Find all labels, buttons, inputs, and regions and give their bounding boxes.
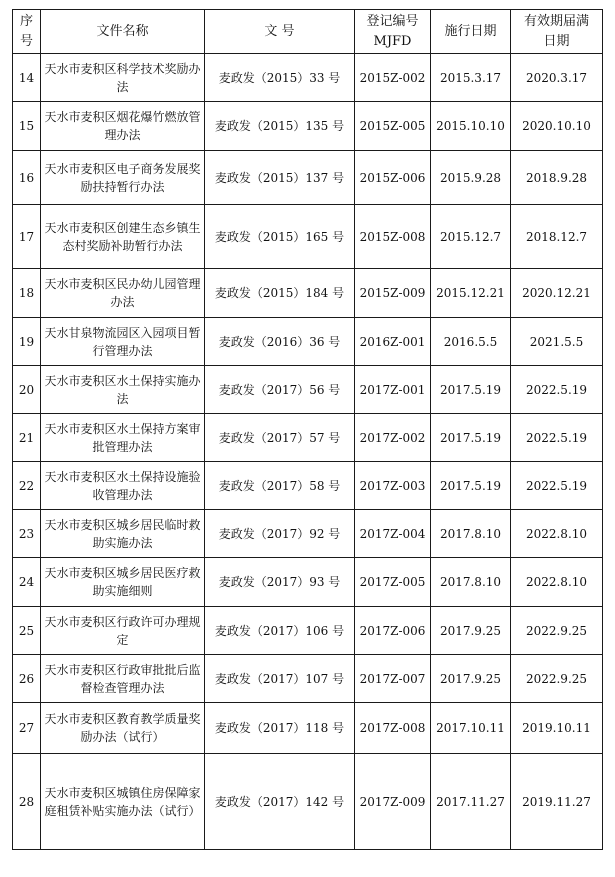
- cell-reg-no: 2017Z-008: [355, 703, 431, 754]
- cell-name: 天水市麦积区创建生态乡镇生态村奖励补助暂行办法: [41, 205, 205, 269]
- table-row: [13, 102, 603, 151]
- cell-reg-no: 2015Z-005: [355, 102, 431, 151]
- cell-reg-no: 2015Z-009: [355, 269, 431, 318]
- cell-name: 天水市麦积区水土保持方案审批管理办法: [41, 414, 205, 462]
- table-row: [13, 205, 603, 269]
- cell-expiry-date: 2022.5.19: [511, 366, 603, 414]
- table-row: [13, 151, 603, 205]
- cell-reg-no: 2017Z-004: [355, 510, 431, 558]
- cell-seq: 20: [13, 366, 41, 414]
- cell-reg-no: 2017Z-001: [355, 366, 431, 414]
- cell-name: 天水市麦积区城镇住房保障家庭租赁补贴实施办法（试行）: [41, 754, 205, 850]
- cell-effective-date: 2015.12.21: [431, 269, 511, 318]
- cell-reg-no: 2017Z-003: [355, 462, 431, 510]
- cell-seq: 26: [13, 655, 41, 703]
- cell-doc-no: 麦政发（2017）107 号: [205, 655, 355, 703]
- cell-expiry-date: 2022.8.10: [511, 510, 603, 558]
- table-row: [13, 318, 603, 366]
- cell-doc-no: 麦政发（2015）137 号: [205, 151, 355, 205]
- cell-reg-no: 2017Z-002: [355, 414, 431, 462]
- header-doc-no: 文 号: [205, 10, 355, 54]
- cell-seq: 14: [13, 54, 41, 102]
- cell-seq: 23: [13, 510, 41, 558]
- cell-effective-date: 2017.9.25: [431, 655, 511, 703]
- cell-seq: 27: [13, 703, 41, 754]
- header-expiry-date: [511, 10, 603, 54]
- cell-effective-date: 2015.3.17: [431, 54, 511, 102]
- cell-doc-no: 麦政发（2017）142 号: [205, 754, 355, 850]
- cell-effective-date: 2017.10.11: [431, 703, 511, 754]
- cell-expiry-date: 2020.12.21: [511, 269, 603, 318]
- cell-seq: 15: [13, 102, 41, 151]
- table-header-row: [13, 10, 603, 54]
- cell-reg-no: 2016Z-001: [355, 318, 431, 366]
- cell-effective-date: 2017.11.27: [431, 754, 511, 850]
- cell-effective-date: 2017.8.10: [431, 510, 511, 558]
- table-row: [13, 462, 603, 510]
- table-row: [13, 414, 603, 462]
- cell-expiry-date: 2019.11.27: [511, 754, 603, 850]
- cell-name: 天水甘泉物流园区入园项目暂行管理办法: [41, 318, 205, 366]
- cell-name: 天水市麦积区城乡居民临时救助实施办法: [41, 510, 205, 558]
- cell-expiry-date: 2022.5.19: [511, 414, 603, 462]
- cell-seq: 22: [13, 462, 41, 510]
- cell-expiry-date: 2022.8.10: [511, 558, 603, 607]
- cell-doc-no: 麦政发（2017）58 号: [205, 462, 355, 510]
- cell-name: 天水市麦积区水土保持设施验收管理办法: [41, 462, 205, 510]
- cell-doc-no: 麦政发（2017）93 号: [205, 558, 355, 607]
- cell-name: 天水市麦积区行政审批批后监督检查管理办法: [41, 655, 205, 703]
- cell-expiry-date: 2022.9.25: [511, 655, 603, 703]
- cell-effective-date: 2015.12.7: [431, 205, 511, 269]
- table-row: [13, 655, 603, 703]
- cell-doc-no: 麦政发（2017）92 号: [205, 510, 355, 558]
- cell-effective-date: 2016.5.5: [431, 318, 511, 366]
- cell-effective-date: 2017.5.19: [431, 462, 511, 510]
- cell-name: 天水市麦积区城乡居民医疗救助实施细则: [41, 558, 205, 607]
- header-seq: 序号: [13, 10, 41, 54]
- cell-expiry-date: 2022.5.19: [511, 462, 603, 510]
- cell-name: 天水市麦积区水土保持实施办法: [41, 366, 205, 414]
- cell-doc-no: 麦政发（2017）56 号: [205, 366, 355, 414]
- cell-name: 天水市麦积区行政许可办理规定: [41, 607, 205, 655]
- cell-name: 天水市麦积区电子商务发展奖励扶持暂行办法: [41, 151, 205, 205]
- cell-effective-date: 2015.10.10: [431, 102, 511, 151]
- table-row: [13, 607, 603, 655]
- cell-reg-no: 2015Z-008: [355, 205, 431, 269]
- table-row: [13, 558, 603, 607]
- cell-name: 天水市麦积区教育教学质量奖励办法（试行）: [41, 703, 205, 754]
- cell-doc-no: 麦政发（2017）118 号: [205, 703, 355, 754]
- header-reg-no: [355, 10, 431, 54]
- cell-doc-no: 麦政发（2017）106 号: [205, 607, 355, 655]
- table-row: [13, 366, 603, 414]
- cell-expiry-date: 2019.10.11: [511, 703, 603, 754]
- header-reg-no-line1: 登记编号: [366, 13, 419, 29]
- cell-name: 天水市麦积区科学技术奖励办法: [41, 54, 205, 102]
- cell-doc-no: 麦政发（2015）33 号: [205, 54, 355, 102]
- table-row: [13, 754, 603, 850]
- cell-reg-no: 2017Z-009: [355, 754, 431, 850]
- cell-expiry-date: 2022.9.25: [511, 607, 603, 655]
- cell-expiry-date: 2020.3.17: [511, 54, 603, 102]
- cell-seq: 18: [13, 269, 41, 318]
- header-name: 文件名称: [41, 10, 205, 54]
- header-reg-no-line2: MJFD: [373, 33, 412, 49]
- cell-expiry-date: 2018.9.28: [511, 151, 603, 205]
- cell-effective-date: 2017.5.19: [431, 366, 511, 414]
- cell-expiry-date: 2020.10.10: [511, 102, 603, 151]
- cell-doc-no: 麦政发（2015）165 号: [205, 205, 355, 269]
- cell-effective-date: 2017.9.25: [431, 607, 511, 655]
- cell-doc-no: 麦政发（2015）184 号: [205, 269, 355, 318]
- cell-seq: 28: [13, 754, 41, 850]
- table-row: [13, 269, 603, 318]
- cell-expiry-date: 2021.5.5: [511, 318, 603, 366]
- regulation-table: [12, 9, 603, 850]
- cell-seq: 21: [13, 414, 41, 462]
- cell-name: 天水市麦积区民办幼儿园管理办法: [41, 269, 205, 318]
- cell-name: 天水市麦积区烟花爆竹燃放管理办法: [41, 102, 205, 151]
- cell-effective-date: 2017.8.10: [431, 558, 511, 607]
- cell-doc-no: 麦政发（2015）135 号: [205, 102, 355, 151]
- cell-reg-no: 2017Z-007: [355, 655, 431, 703]
- cell-doc-no: 麦政发（2016）36 号: [205, 318, 355, 366]
- table-row: [13, 703, 603, 754]
- cell-effective-date: 2017.5.19: [431, 414, 511, 462]
- table-row: [13, 510, 603, 558]
- cell-seq: 17: [13, 205, 41, 269]
- cell-reg-no: 2017Z-006: [355, 607, 431, 655]
- table-row: [13, 54, 603, 102]
- cell-reg-no: 2017Z-005: [355, 558, 431, 607]
- cell-seq: 24: [13, 558, 41, 607]
- cell-seq: 19: [13, 318, 41, 366]
- cell-expiry-date: 2018.12.7: [511, 205, 603, 269]
- cell-effective-date: 2015.9.28: [431, 151, 511, 205]
- header-effective-date: 施行日期: [431, 10, 511, 54]
- cell-reg-no: 2015Z-002: [355, 54, 431, 102]
- cell-seq: 25: [13, 607, 41, 655]
- cell-seq: 16: [13, 151, 41, 205]
- header-expiry-line1: 有效期届满: [523, 13, 589, 29]
- header-expiry-line2: 日期: [543, 33, 570, 49]
- cell-doc-no: 麦政发（2017）57 号: [205, 414, 355, 462]
- cell-reg-no: 2015Z-006: [355, 151, 431, 205]
